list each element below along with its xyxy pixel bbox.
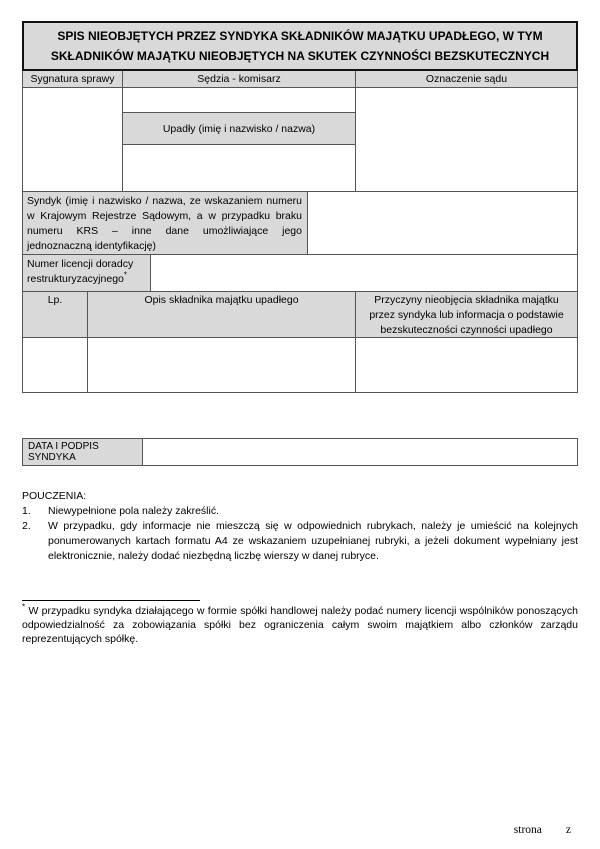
opis-header: Opis składnika majątku upadłego [88,292,356,338]
signature-row [22,438,578,466]
debtor-label: Upadły (imię i nazwisko / nazwa) [123,113,355,145]
judge-field[interactable] [123,88,355,113]
instructions [22,489,578,564]
form-title: SPIS NIEOBJĘTYCH PRZEZ SYNDYKA SKŁADNIKÓW MAJĄTKU UPADŁEGO, W TYM SKŁADNIKÓW MAJĄTKU NIEOBJĘTYCH NA SKUTEK CZYNNOŚCI BEZSKUTECZNYCH [22,21,578,71]
license-label [23,255,151,292]
instruction-item [22,504,578,519]
form [22,21,578,646]
instruction-number: 1. [22,505,31,517]
footnote-body: W przypadku syndyka działającego w formie spółki handlowej należy podać numery licencji wspólników ponoszących odpowiedzialność za zobowiązania spółki bez ograniczenia całym swoim majątkiem albo członków zarządu reprezentujących spółkę. [22,605,578,645]
judge-debtor-stack [123,88,356,192]
opis-cell[interactable] [88,338,356,392]
of-word: z [565,824,571,836]
instruction-number: 2. [22,520,31,532]
lp-cell[interactable] [23,338,88,392]
judge-header: Sędzia - komisarz [123,71,356,88]
case-number-field[interactable] [23,88,123,192]
instruction-text: Niewypełnione pola należy zakreślić. [48,505,220,517]
instruction-text: W przypadku, gdy informacje nie mieszczą się w odpowiednich rubrykach, należy je umieścić na kolejnych ponumerowanych kartach formatu A4 ze wskazaniem uzupełnianej rubryki, a jeżeli dokument wypełniany jest elektronicznie, należy dodać niezbędną liczbę wierszy w danej rubryce. [48,520,578,562]
license-label-text: Numer licencji doradcy restrukturyzacyjnego [27,258,134,285]
court-header: Oznaczenie sądu [356,71,577,88]
footnote-marker: * [22,602,26,612]
footnote-separator [22,600,200,601]
table-row [23,338,577,392]
instructions-heading: POUCZENIA: [22,490,87,502]
przyczyny-cell[interactable] [356,338,577,392]
debtor-field[interactable] [123,145,355,191]
footnote-text [22,604,578,646]
instruction-item [22,519,578,564]
przyczyny-header: Przyczyny nieobjęcia składnika majątku przez syndyka lub informacja o podstawie bezskuteczności czynności upadłego [356,292,577,338]
trustee-label: Syndyk (imię i nazwisko / nazwa, ze wskazaniem numeru w Krajowym Rejestrze Sądowym, a w przypadku braku numeru KRS – inne dane umożliwiające jego jednoznaczną identyfikację) [23,192,308,255]
header-grid [22,71,578,393]
page-footer [514,824,571,836]
trustee-field[interactable] [308,192,577,255]
lp-header: Lp. [23,292,88,338]
court-field[interactable] [356,88,577,192]
license-field[interactable] [151,255,577,292]
signature-field[interactable] [143,439,577,465]
footnote-block [22,600,578,646]
page-word: strona [513,824,542,836]
case-number-header: Sygnatura sprawy [23,71,123,88]
signature-label: DATA I PODPIS SYNDYKA [23,439,143,465]
license-footnote-marker: * [123,270,127,280]
